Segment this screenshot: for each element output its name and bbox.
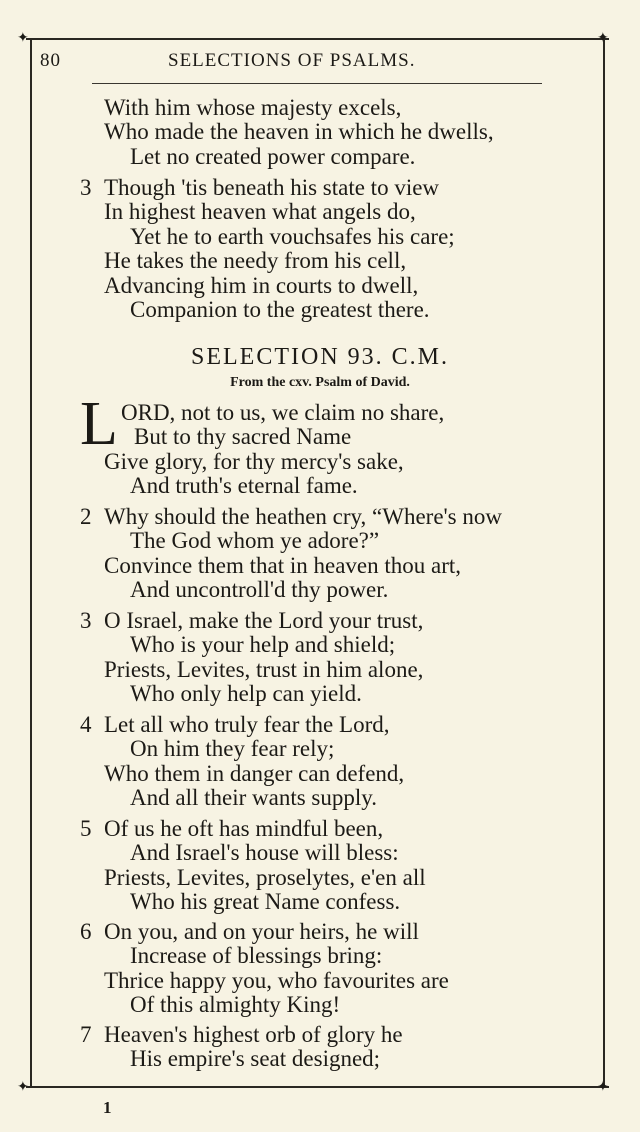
selection-title: SELECTION 93. C.M. (191, 344, 449, 370)
verse-number: 4 (80, 712, 92, 737)
verse-line: But to thy sacred Name (134, 424, 352, 449)
verse-line: The God whom ye adore?” (130, 528, 380, 553)
verse-line: Companion to the greatest there. (130, 297, 430, 322)
verse-line: In highest heaven what angels do, (104, 199, 416, 224)
corner-ornament-icon: ✦ (597, 1079, 609, 1095)
verse-number: 3 (80, 175, 92, 200)
verse-line: Advancing him in courts to dwell, (104, 273, 419, 298)
verse-number: 6 (80, 919, 92, 944)
verse-line: And truth's eternal fame. (130, 473, 358, 498)
verse-line: Convince them that in heaven thou art, (104, 553, 462, 578)
verse-line: With him whose majesty excels, (104, 95, 402, 120)
verse-line: Increase of blessings bring: (130, 943, 383, 968)
verse-line: He takes the needy from his cell, (104, 248, 407, 273)
verse-line: Why should the heathen cry, “Where's now (104, 504, 502, 529)
verse-number: 7 (80, 1022, 92, 1047)
verse-line: Heaven's highest orb of glory he (104, 1022, 403, 1047)
verse-line: On you, and on your heirs, he will (104, 919, 419, 944)
running-title: SELECTIONS OF PSALMS. (168, 50, 416, 71)
signature-mark: 1 (103, 1098, 112, 1117)
top-border-rule (26, 38, 609, 40)
verse-line: O Israel, make the Lord your trust, (104, 608, 424, 633)
verse-line: Give glory, for thy mercy's sake, (104, 449, 404, 474)
verse-line: Priests, Levites, trust in him alone, (104, 657, 424, 682)
corner-ornament-icon: ✦ (17, 30, 29, 46)
drop-cap: L (80, 390, 118, 458)
verse-line: Though 'tis beneath his state to view (104, 175, 440, 200)
verse-line: Priests, Levites, proselytes, e'en all (104, 865, 426, 890)
verse-line: Of us he oft has mindful been, (104, 816, 384, 841)
right-border-rule (603, 38, 605, 1088)
verse-line: Who is your help and shield; (130, 632, 396, 657)
running-head (0, 50, 640, 74)
verse-line: Thrice happy you, who favourites are (104, 968, 449, 993)
verse-line: Yet he to earth vouchsafes his care; (130, 224, 455, 249)
page-number: 80 (40, 50, 61, 71)
verse-line: Let all who truly fear the Lord, (104, 712, 390, 737)
verse-line: And Israel's house will bless: (130, 840, 399, 865)
verse-number: 5 (80, 816, 92, 841)
verse-number: 2 (80, 504, 92, 529)
verse-line: Who them in danger can defend, (104, 761, 405, 786)
verse-line: Let no created power compare. (130, 144, 416, 169)
verse-line: Who only help can yield. (130, 681, 362, 706)
corner-ornament-icon: ✦ (17, 1079, 29, 1095)
bottom-border-rule (26, 1086, 609, 1088)
selection-subtitle: From the cxv. Psalm of David. (230, 375, 410, 390)
verse-line: ORD, not to us, we claim no share, (121, 400, 445, 425)
verse-line: Of this almighty King! (130, 992, 341, 1017)
verse-number: 3 (80, 608, 92, 633)
verse-line: Who made the heaven in which he dwells, (104, 119, 494, 144)
verse-line: And all their wants supply. (130, 785, 378, 810)
verse-line: Who his great Name confess. (130, 889, 401, 914)
header-rule (92, 83, 542, 84)
verse-line: His empire's seat designed; (130, 1046, 381, 1071)
left-border-rule (30, 38, 32, 1088)
corner-ornament-icon: ✦ (597, 30, 609, 46)
verse-line: On him they fear rely; (130, 736, 335, 761)
verse-line: And uncontroll'd thy power. (130, 577, 389, 602)
